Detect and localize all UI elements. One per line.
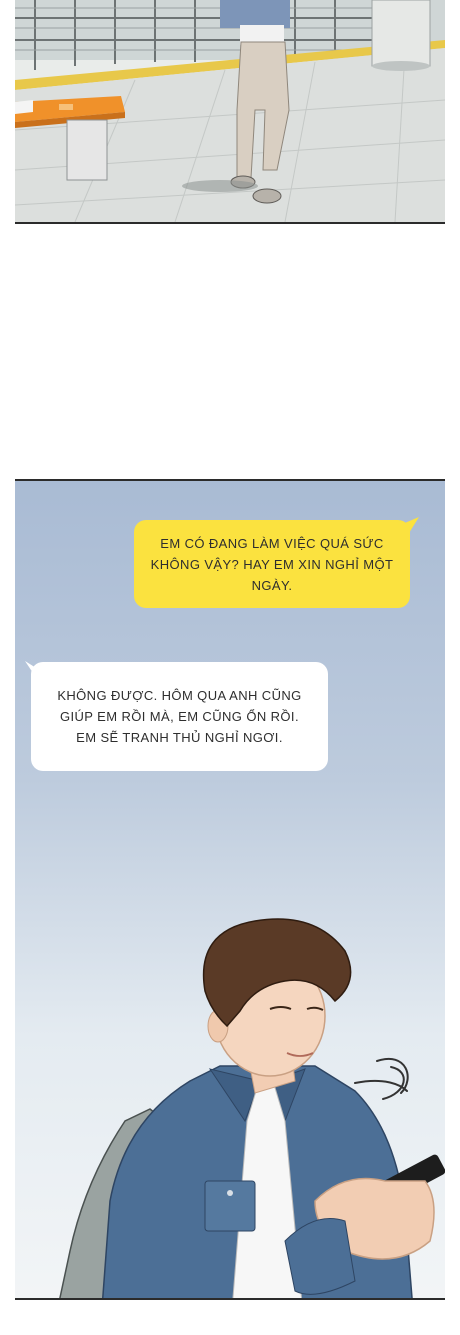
pillar [372, 0, 430, 66]
texting-scene [15, 481, 445, 1335]
station-scene [15, 0, 445, 222]
speech-text-1: EM CÓ ĐANG LÀM VIỆC QUÁ SỨC KHÔNG VẬY? HAY EM XIN NGHỈ MỘT NGÀY. [150, 535, 394, 593]
speech-bubble-yellow [134, 520, 410, 608]
panel-station [15, 0, 445, 224]
jacket-pocket [205, 1181, 255, 1231]
panel-texting [15, 479, 445, 1335]
speech-text-2: KHÔNG ĐƯỢC. HÔM QUA ANH CŨNG GIÚP EM RỒI MÀ, EM CŨNG ỔN RỒI. EM SẼ TRANH THỦ NGHỈ NGƠI. [57, 688, 302, 745]
speech-bubble-white [31, 662, 328, 771]
motion-lines [355, 1059, 408, 1099]
